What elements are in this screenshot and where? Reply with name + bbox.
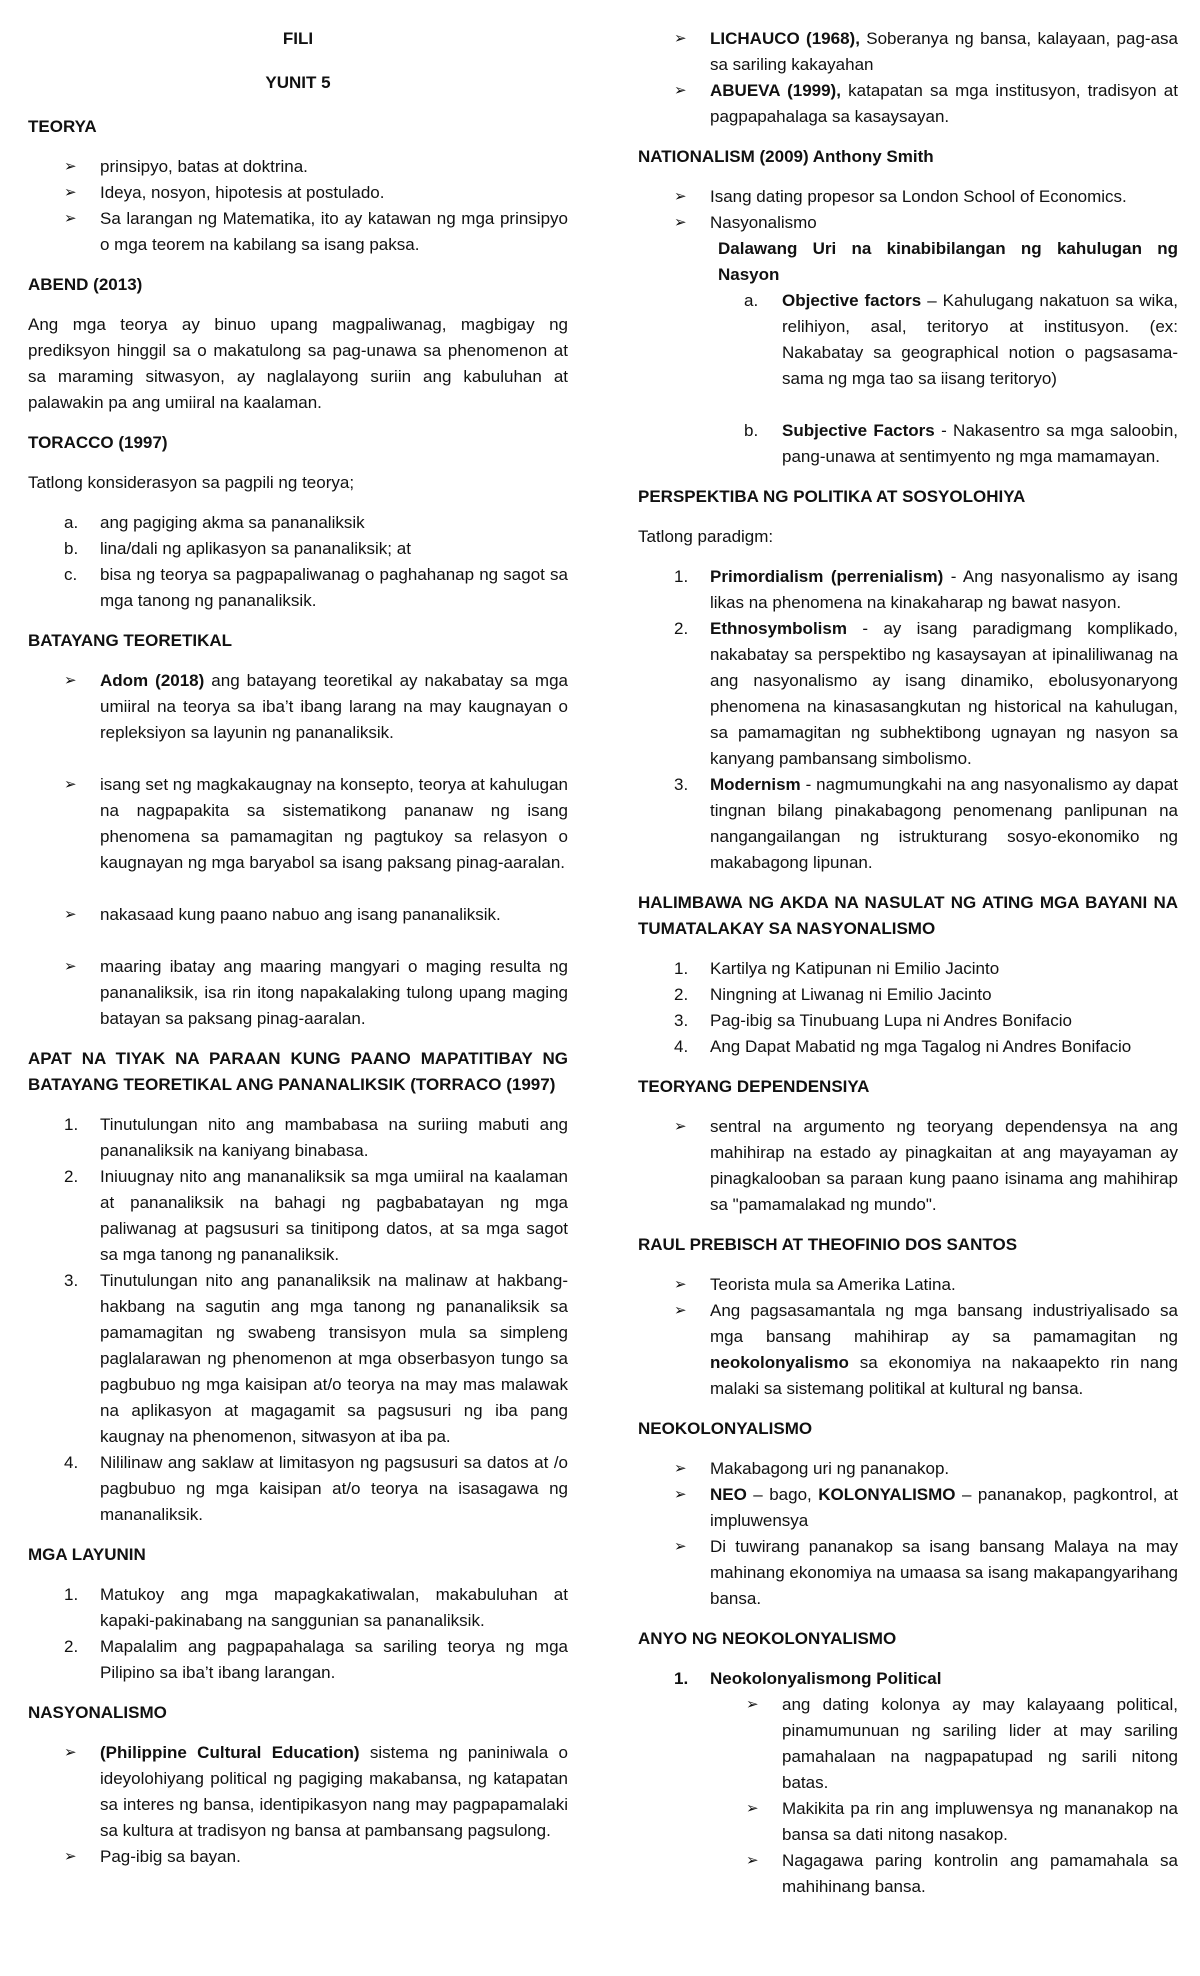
document-title: FILI: [282, 29, 314, 48]
dependensiya-list: [638, 1114, 1178, 1218]
list-item: c. bisa ng teorya sa pagpapaliwanag o paghahanap ng sagot sa mga tanong ng pananaliksik.: [64, 565, 568, 610]
arrow-bullet-icon: ➢: [674, 82, 687, 99]
list-item: ➢ Isang dating propesor sa London School of Economics.: [638, 184, 1178, 210]
factors-list: [638, 288, 1178, 470]
nasyonalismo-list: [28, 1740, 568, 1870]
nasyonalismo-continued-list: [638, 26, 1178, 130]
arrow-bullet-icon: ➢: [64, 1848, 77, 1865]
list-item: ➢ Di tuwirang pananakop sa isang bansang Malaya na may mahinang ekonomiya na umaasa sa isang makapangyarihang bansa.: [638, 1534, 1178, 1612]
apat-list: [28, 1112, 568, 1528]
list-item: b. Subjective Factors - Nakasentro sa mga saloobin, pang-unawa at sentimyento ng mga mamamayan.: [744, 421, 1178, 466]
list-item: 4. Ang Dapat Mabatid ng mga Tagalog ni Andres Bonifacio: [674, 1037, 1132, 1056]
batayang-list: [28, 668, 568, 1032]
toracco-intro: Tatlong konsiderasyon sa pagpili ng teorya;: [28, 473, 355, 492]
heading-anyo: ANYO NG NEOKOLONYALISMO: [638, 1629, 897, 1648]
heading-teoryang-dependensiya: TEORYANG DEPENDENSIYA: [638, 1077, 870, 1096]
list-item: ➢ sentral na argumento ng teoryang dependensya na ang mahihirap na estado ay pinagkaitan at ang mayayaman ay pinagkalooban sa paraan kung paano isinama ang mahihirap sa "pamamalakad ng mundo".: [638, 1114, 1178, 1218]
list-item: a. Objective factors – Kahulugang nakatuon sa wika, relihiyon, asal, teritoryo at institusyon. (ex: Nakabatay sa geographical notion o pagsasama-sama ng mga tao sa iisang teritoryo): [744, 291, 1178, 388]
heading-neokolonyalismo: NEOKOLONYALISMO: [638, 1419, 813, 1438]
unit-title: YUNIT 5: [265, 73, 331, 92]
arrow-bullet-icon: ➢: [64, 672, 77, 689]
list-item: ➢ Teorista mula sa Amerika Latina.: [638, 1272, 1178, 1298]
neokolonyalismo-list: [638, 1456, 1178, 1612]
list-item: b. lina/dali ng aplikasyon sa pananaliksik; at: [64, 539, 411, 558]
anyo-sublist: [638, 1692, 1178, 1900]
abend-paragraph: Ang mga teorya ay binuo upang magpaliwanag, magbigay ng prediksyon hinggil sa o makatulong sa pag-unawa sa phenomenon at sa maraming sitwasyon, ay naglalayong suriin ang kabuluhan at palawakin pa ang umiiral na kaalaman.: [28, 315, 568, 412]
list-item: 2. Ningning at Liwanag ni Emilio Jacinto: [674, 985, 992, 1004]
list-item: ➢ Makikita pa rin ang impluwensya ng mananakop na bansa sa dati nitong nasakop.: [638, 1796, 1178, 1848]
arrow-bullet-icon: ➢: [674, 1486, 687, 1503]
subheading-dalawang-uri: Dalawang Uri na kinabibilangan ng kahulugan ng Nasyon: [718, 239, 1178, 284]
list-item: ➢ ang dating kolonya ay may kalayaang political, pinamumunuan ng sariling lider at may sariling pamahalaan na nagpapatupad ng sarili nitong batas.: [638, 1692, 1178, 1796]
arrow-bullet-icon: ➢: [64, 958, 77, 975]
arrow-bullet-icon: ➢: [674, 1538, 687, 1555]
list-item: ➢ nakasaad kung paano nabuo ang isang pananaliksik.: [28, 902, 568, 928]
heading-perspektiba: PERSPEKTIBA NG POLITIKA AT SOSYOLOHIYA: [638, 487, 1026, 506]
list-item: ➢ Ang pagsasamantala ng mga bansang industriyalisado sa mga bansang mahihirap ay sa pamamagitan ng neokolonyalismo sa ekonomiya na nakaapekto rin nang malaki sa sistemang politikal at kultural ng bansa.: [638, 1298, 1178, 1402]
heading-nationalism-smith: NATIONALISM (2009) Anthony Smith: [638, 147, 934, 166]
list-item: ➢ isang set ng magkakaugnay na konsepto, teorya at kahulugan na nagpapakita sa sistematikong pananaw ng isang phenomena sa pamamagitan ng pagtukoy sa relasyon o kaugnayan ng mga baryabol sa isang paksang pinag-aaralan.: [28, 772, 568, 876]
list-item: ➢ prinsipyo, batas at doktrina.: [28, 154, 568, 180]
heading-toracco: TORACCO (1997): [28, 433, 168, 452]
list-item: 2. Ethnosymbolism - ay isang paradigmang komplikado, nakabatay sa perspektibo ng kasaysayan at ipinaliliwanag na ang nasyonalismo ay isang dinamiko, ebolusyonaryong phenomena na kinasasangkutan ng historical na kahulugan, sa pamamagitan ng subhektibong ugnayan ng nasyon sa kanyang pambansang simbolismo.: [674, 619, 1178, 768]
list-item: ➢ Sa larangan ng Matematika, ito ay katawan ng mga prinsipyo o mga teorem na kabilang sa isang paksa.: [28, 206, 568, 258]
smith-list: [638, 184, 1178, 236]
list-item: 2. Iniuugnay nito ang mananaliksik sa mga umiiral na kaalaman at pananaliksik na bahagi ng pagbabatayan ng mga paliwanag at pagsusuri sa tinitipong datos, at sa mga sagot sa mga tanong ng pananaliksik.: [64, 1167, 568, 1264]
arrow-bullet-icon: ➢: [64, 776, 77, 793]
arrow-bullet-icon: ➢: [64, 158, 77, 175]
anyo-list: [638, 1666, 1178, 1692]
list-item: 1. Matukoy ang mga mapagkakatiwalan, makabuluhan at kapaki-pakinabang na sanggunian sa pananaliksik.: [64, 1585, 568, 1630]
raul-list: [638, 1272, 1178, 1402]
list-item: a. ang pagiging akma sa pananaliksik: [64, 513, 365, 532]
arrow-bullet-icon: ➢: [674, 1460, 687, 1477]
list-item: ➢ maaring ibatay ang maaring mangyari o maging resulta ng pananaliksik, isa rin itong napakalaking tulong upang maging batayan sa paksang pinag-aaralan.: [28, 954, 568, 1032]
toracco-list: [28, 510, 568, 614]
list-item: ➢ Ideya, nosyon, hipotesis at postulado.: [28, 180, 568, 206]
list-item: ➢ Adom (2018) ang batayang teoretikal ay nakabatay sa mga umiiral na teorya sa iba’t ibang larang na may kaugnayan o repleksiyon sa layunin ng pananaliksik.: [28, 668, 568, 746]
arrow-bullet-icon: ➢: [674, 1118, 687, 1135]
list-item: 1. Neokolonyalismong Political: [674, 1669, 942, 1688]
arrow-bullet-icon: ➢: [64, 1744, 77, 1761]
left-column: [28, 26, 568, 1884]
list-item: ➢ Makabagong uri ng pananakop.: [638, 1456, 1178, 1482]
heading-teorya: TEORYA: [28, 117, 97, 136]
arrow-bullet-icon: ➢: [674, 1302, 687, 1319]
arrow-bullet-icon: ➢: [746, 1800, 759, 1817]
arrow-bullet-icon: ➢: [746, 1852, 759, 1869]
arrow-bullet-icon: ➢: [64, 184, 77, 201]
list-item: ➢ (Philippine Cultural Education) sistema ng paniniwala o ideyolohiyang political ng pagiging makabansa, ng katapatan sa interes ng bansa, identipikasyon nang may pagpapamalaki sa kultura at tradisyon ng bansa at pambansang pagsulong.: [28, 1740, 568, 1844]
heading-abend: ABEND (2013): [28, 275, 143, 294]
list-item: 1. Kartilya ng Katipunan ni Emilio Jacinto: [674, 959, 1000, 978]
list-item: 1. Primordialism (perrenialism) - Ang nasyonalismo ay isang likas na phenomena na kinakaharap ng bawat nasyon.: [674, 567, 1178, 612]
list-item: ➢ Nagagawa paring kontrolin ang pamamahala sa mahihinang bansa.: [638, 1848, 1178, 1900]
list-item: ➢ NEO – bago, KOLONYALISMO – pananakop, pagkontrol, at impluwensya: [638, 1482, 1178, 1534]
list-item: 1. Tinutulungan nito ang mambabasa na suriing mabuti ang pananaliksik na kaniyang binabasa.: [64, 1115, 568, 1160]
list-item: 3. Modernism - nagmumungkahi na ang nasyonalismo ay dapat tingnan bilang pinakabagong penomenang panlipunan na nangangailangan ng istrukturang sosyo-ekonomiko ng makabagong lipunan.: [674, 775, 1178, 872]
arrow-bullet-icon: ➢: [64, 906, 77, 923]
heading-raul-prebisch: RAUL PREBISCH AT THEOFINIO DOS SANTOS: [638, 1235, 1018, 1254]
heading-batayang-teoretikal: BATAYANG TEORETIKAL: [28, 631, 233, 650]
arrow-bullet-icon: ➢: [674, 214, 687, 231]
right-column: [638, 26, 1178, 1914]
paradigm-list: [638, 564, 1178, 876]
heading-apat-na-paraan: APAT NA TIYAK NA PARAAN KUNG PAANO MAPATITIBAY NG BATAYANG TEORETIKAL ANG PANANALIKSIK (TORRACO (1997): [28, 1049, 568, 1094]
arrow-bullet-icon: ➢: [674, 188, 687, 205]
heading-halimbawa: HALIMBAWA NG AKDA NA NASULAT NG ATING MGA BAYANI NA TUMATALAKAY SA NASYONALISMO: [638, 893, 1178, 938]
arrow-bullet-icon: ➢: [64, 210, 77, 227]
list-item: ➢ Nasyonalismo: [638, 210, 1178, 236]
arrow-bullet-icon: ➢: [746, 1696, 759, 1713]
list-item: 3. Pag-ibig sa Tinubuang Lupa ni Andres Bonifacio: [674, 1011, 1072, 1030]
arrow-bullet-icon: ➢: [674, 30, 687, 47]
list-item: ➢ ABUEVA (1999), katapatan sa mga institusyon, tradisyon at pagpapahalaga sa kasaysayan.: [638, 78, 1178, 130]
arrow-bullet-icon: ➢: [674, 1276, 687, 1293]
list-item: 4. Nililinaw ang saklaw at limitasyon ng pagsusuri sa datos at /o pagbubuo ng mga kaisipan at/o teorya na isasagawa ng mananaliksik.: [64, 1453, 568, 1524]
heading-nasyonalismo: NASYONALISMO: [28, 1703, 167, 1722]
perspektiba-intro: Tatlong paradigm:: [638, 527, 774, 546]
heading-mga-layunin: MGA LAYUNIN: [28, 1545, 146, 1564]
list-item: ➢ LICHAUCO (1968), Soberanya ng bansa, kalayaan, pag-asa sa sariling kakayahan: [638, 26, 1178, 78]
list-item: ➢ Pag-ibig sa bayan.: [28, 1844, 568, 1870]
teorya-list: [28, 154, 568, 258]
list-item: 2. Mapalalim ang pagpapahalaga sa sariling teorya ng mga Pilipino sa iba’t ibang larangan.: [64, 1637, 568, 1682]
halimbawa-list: [638, 956, 1178, 1060]
layunin-list: [28, 1582, 568, 1686]
list-item: 3. Tinutulungan nito ang pananaliksik na malinaw at hakbang-hakbang na sagutin ang mga tanong ng pananaliksik sa pamamagitan ng swabeng transisyon mula sa simpleng paglalarawan ng phenomenon at mga obserbasyon tungo sa pagbubuo ng mga kaisipan at/o teorya na may mas malawak na aplikasyon at magagamit sa pagsusuri ng iba pang kaugnay na phenomenon, sitwasyon at iba pa.: [64, 1271, 568, 1446]
